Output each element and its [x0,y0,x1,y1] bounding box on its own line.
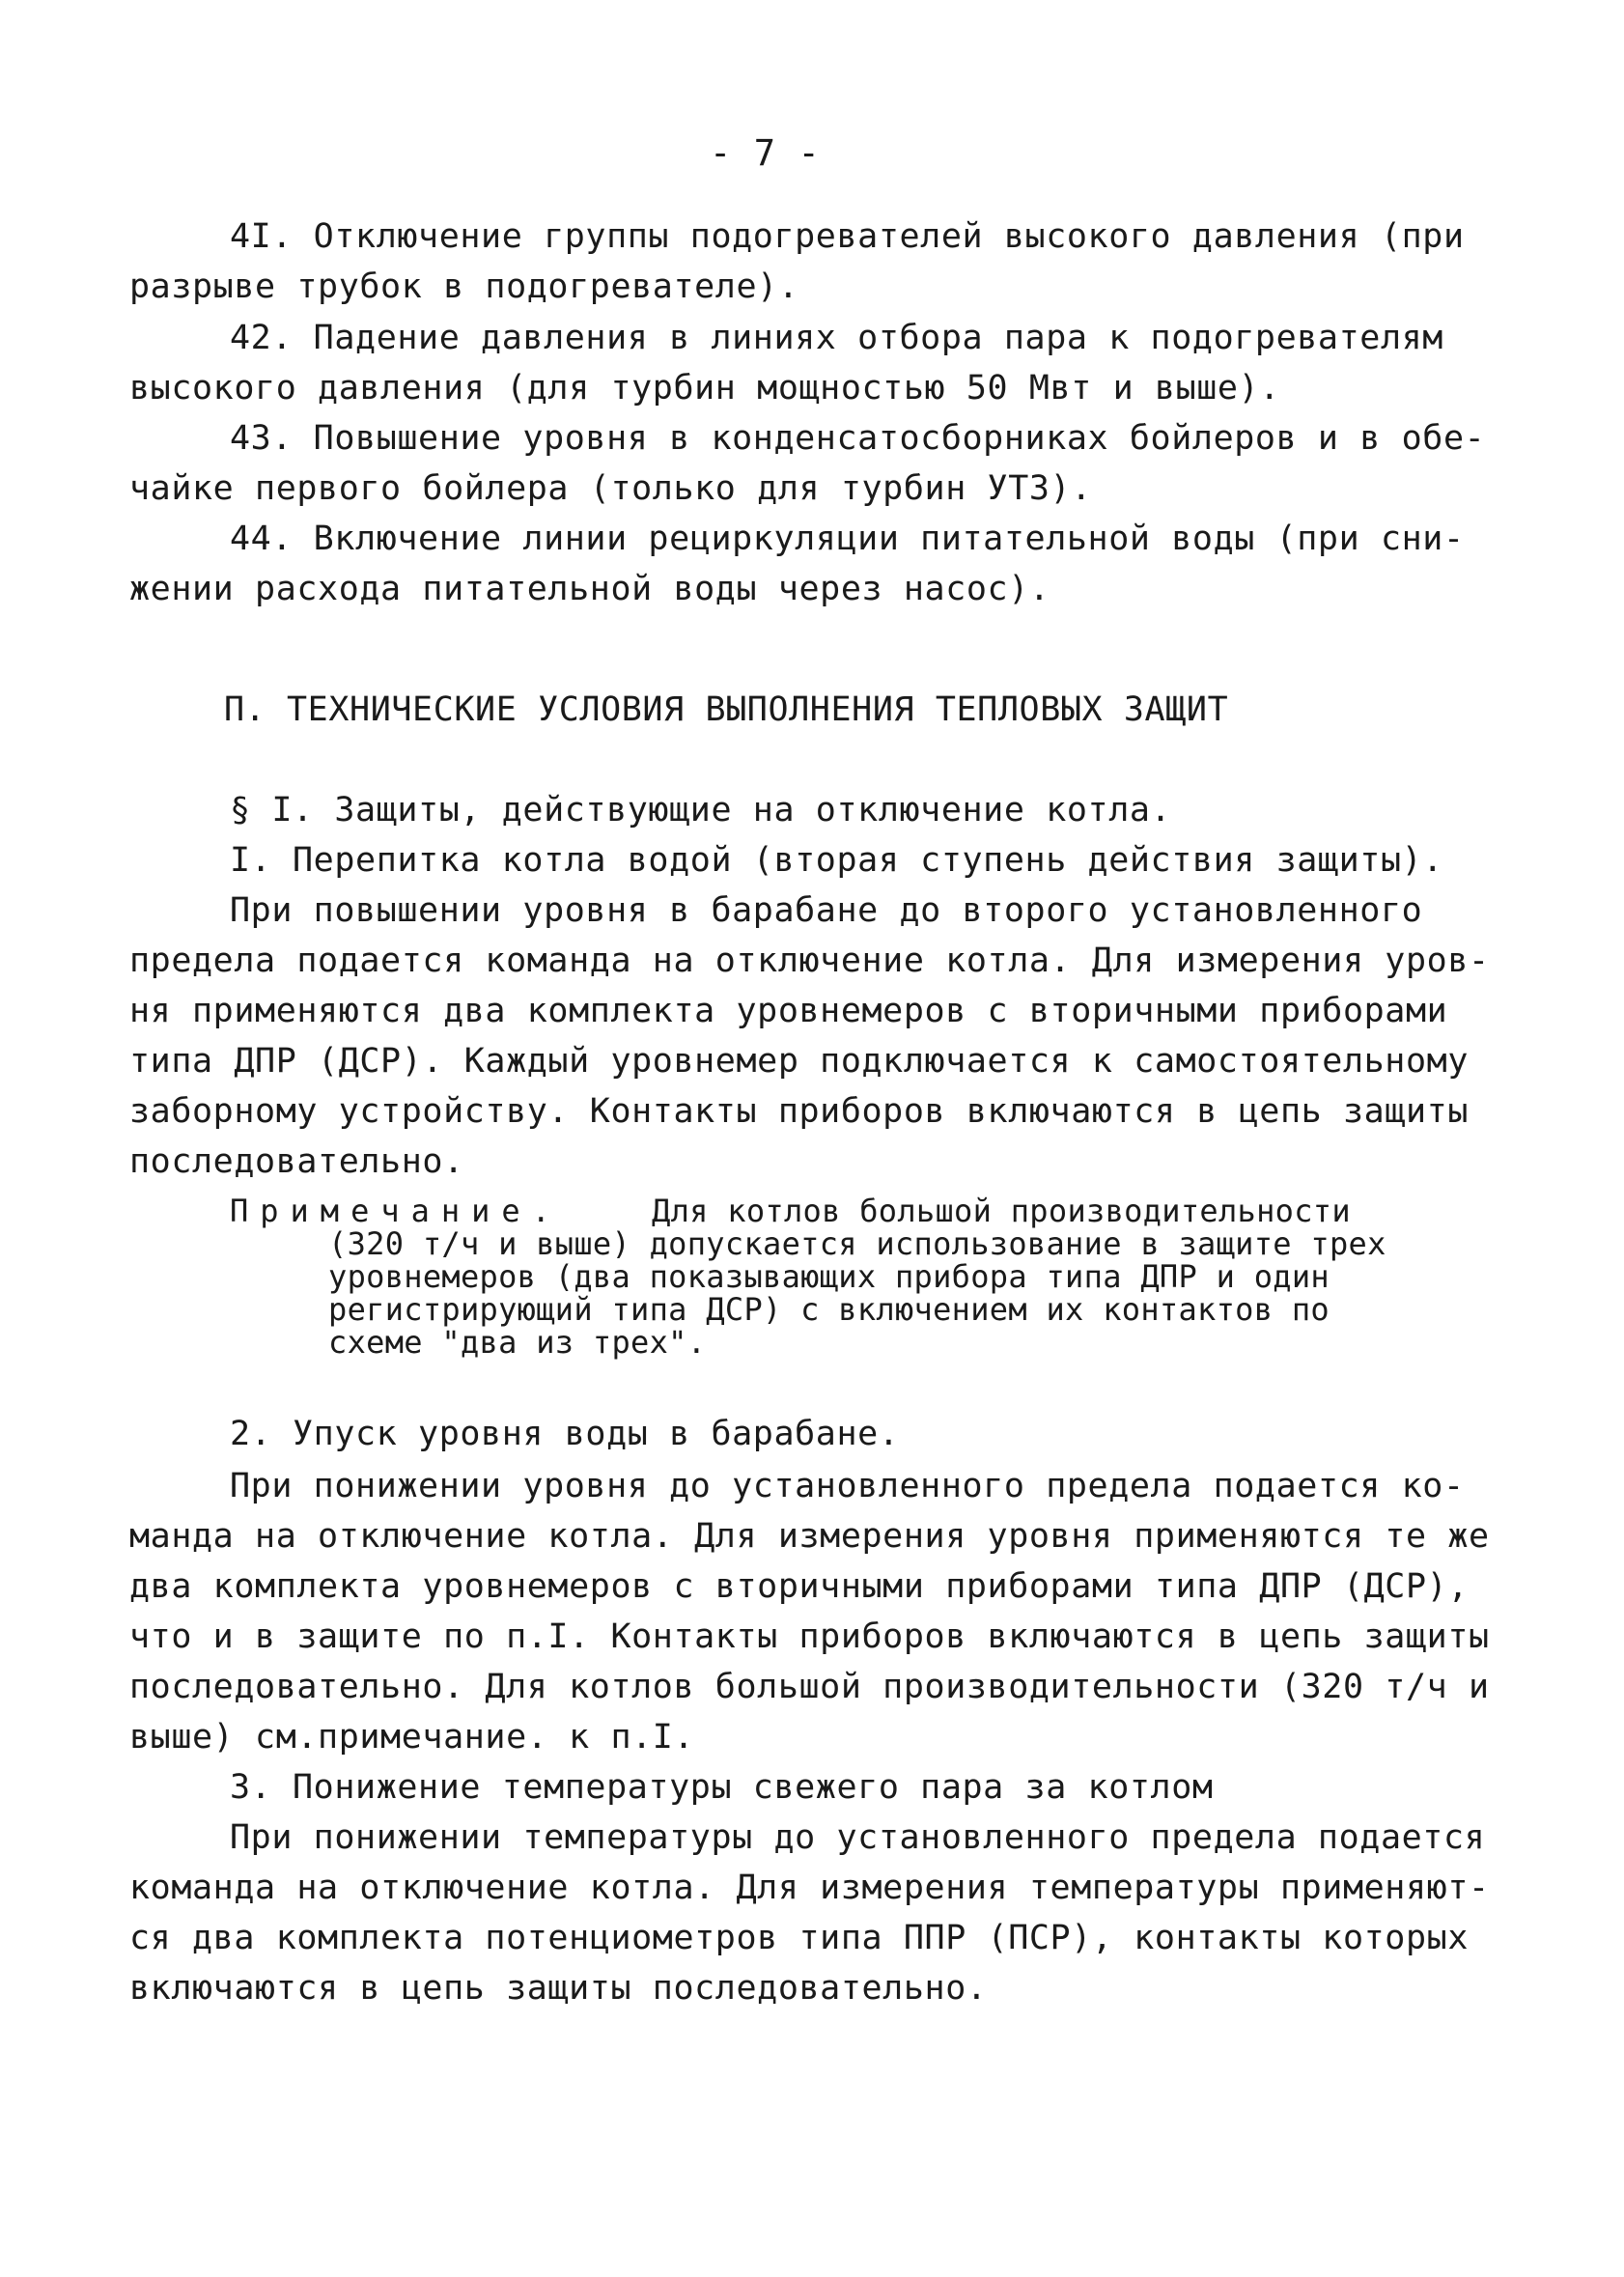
note-label: Примечание. [230,1193,562,1229]
note-line: регистрирующий типа ДСР) с включением их контактов по [328,1291,1330,1328]
item3-title: 3. Понижение температуры свежего пара за котлом [230,1768,1214,1807]
item2-title: 2. Упуск уровня воды в барабане. [230,1415,900,1453]
item3-line: ся два комплекта потенциометров типа ППР (ПСР), контакты которых [129,1919,1469,1957]
note-line: схеме "два из трех". [328,1324,707,1361]
list-item-41-line2: разрыве трубок в подогревателе). [129,267,799,306]
item2-line: последовательно. Для котлов большой производительности (320 т/ч и [129,1668,1490,1706]
item1-line: типа ДПР (ДСР). Каждый уровнемер подключается к самостоятельному [129,1042,1469,1081]
list-item-41-line1: 4I. Отключение группы подогревателей высокого давления (при [230,217,1465,256]
item1-line: При повышении уровня в барабане до второго установленного [230,891,1423,930]
item1-line: заборному устройству. Контакты приборов включаются в цепь защиты [129,1092,1469,1131]
item3-line: При понижении температуры до установленного предела подается [230,1818,1486,1857]
item1-line: ня применяются два комплекта уровнемеров с вторичными приборами [129,992,1448,1030]
page-number: - 7 - [710,132,821,174]
item1-line: последовательно. [129,1142,464,1181]
list-item-43-line2: чайке первого бойлера (только для турбин УТЗ). [129,469,1092,508]
list-item-42-line2: высокого давления (для турбин мощностью 50 Мвт и выше). [129,369,1280,408]
list-item-44-line1: 44. Включение линии рециркуляции питательной воды (при сни- [230,520,1465,558]
list-item-44-line2: жении расхода питательной воды через насос). [129,570,1050,608]
list-item-43-line1: 43. Повышение уровня в конденсатосборниках бойлеров и в обе- [230,419,1486,458]
note-line: уровнемеров (два показывающих прибора типа ДПР и один [328,1258,1330,1295]
note-line: Для котлов большой производительности [652,1193,1351,1229]
item1-title: I. Перепитка котла водой (вторая ступень действия защиты). [230,841,1443,880]
paragraph-heading: § I. Защиты, действующие на отключение котла. [230,791,1172,829]
list-item-42-line1: 42. Падение давления в линиях отбора пара к подогревателям [230,319,1443,357]
section-heading: П. ТЕХНИЧЕСКИЕ УСЛОВИЯ ВЫПОЛНЕНИЯ ТЕПЛОВЫХ ЗАЩИТ [224,690,1229,729]
item2-line: манда на отключение котла. Для измерения уровня применяются те же [129,1517,1490,1556]
item2-line: что и в защите по п.I. Контакты приборов включаются в цепь защиты [129,1617,1490,1656]
item2-line: два комплекта уровнемеров с вторичными приборами типа ДПР (ДСР), [129,1567,1469,1606]
item2-line: При понижении уровня до установленного предела подается ко- [230,1467,1465,1505]
item2-line: выше) см.примечание. к п.I. [129,1718,695,1757]
item1-line: предела подается команда на отключение котла. Для измерения уров- [129,942,1490,980]
item3-line: команда на отключение котла. Для измерения температуры применяют- [129,1869,1490,1907]
item3-line: включаются в цепь защиты последовательно. [129,1969,988,2008]
note-line: (320 т/ч и выше) допускается использование в защите трех [328,1225,1386,1262]
